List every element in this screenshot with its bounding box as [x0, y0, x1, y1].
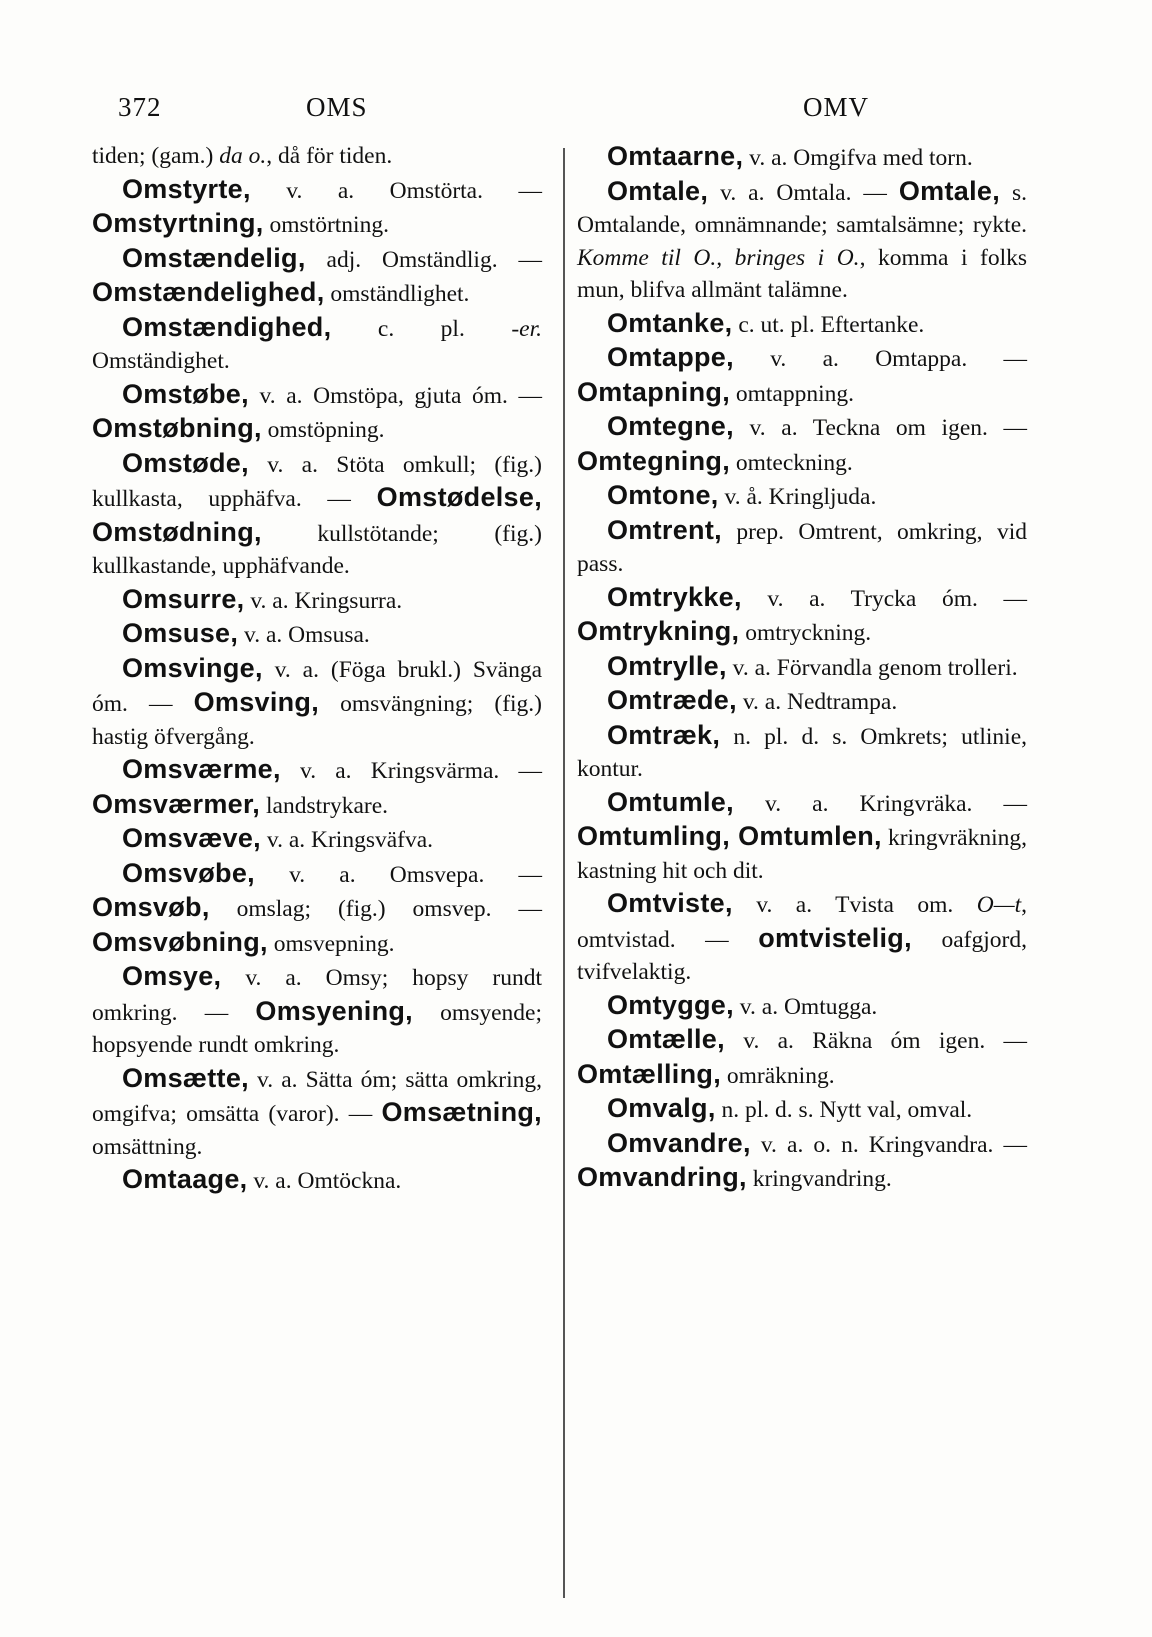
dictionary-entry — [92, 1163, 542, 1198]
definition-text: omtappning. — [730, 380, 855, 407]
dictionary-entry — [92, 311, 542, 378]
dictionary-entry — [92, 447, 542, 583]
definition-text: v. a. (Föga brukl.) Svänga óm. — — [92, 656, 542, 717]
headword: Omtanke, — [607, 307, 733, 338]
definition-text: v. a. Omstörta. — — [250, 177, 542, 204]
headword: Omvandre, — [607, 1127, 751, 1158]
headword: Omstændelig, — [122, 242, 306, 273]
definition-text: v. a. Omtugga. — [733, 993, 878, 1020]
headword: Omtælling, — [577, 1058, 721, 1089]
dictionary-entry — [92, 617, 542, 652]
headword: Omsætning, — [381, 1097, 542, 1127]
headword: Omsyening, — [255, 995, 413, 1026]
headword: Omsværme, — [122, 754, 281, 784]
definition-text: omteckning. — [730, 449, 853, 476]
definition-text: v. å. Kringljuda. — [718, 484, 877, 510]
definition-text: omstöpning. — [261, 417, 385, 443]
definition-text: omtryckning. — [739, 620, 872, 646]
dictionary-entry — [577, 479, 1027, 514]
dictionary-entry — [577, 1127, 1027, 1196]
headword: Omtumle, — [607, 786, 734, 817]
dictionary-entry — [92, 173, 542, 242]
headword: Omtygge, — [607, 989, 734, 1020]
dictionary-entry — [577, 410, 1027, 479]
headword: Omtale, — [898, 175, 1001, 206]
definition-text: oafgjord, tvifvelaktig. — [577, 926, 1027, 985]
right-column — [577, 140, 1027, 1196]
definition-text: c. ut. pl. Eftertanke. — [732, 311, 925, 338]
definition-text: v. a. Sätta óm; sätta omkring, omgifva; omsätta (varor). — — [92, 1066, 542, 1127]
dictionary-entry — [577, 650, 1027, 685]
headword: Omstændighed, — [122, 311, 332, 342]
definition-text: v. a. Stöta omkull; (fig.) kullkasta, upphäfva. — — [92, 451, 542, 512]
definition-text: omstörtning. — [263, 212, 389, 238]
headword: Omstændelighed, — [92, 277, 325, 307]
definition-text: v. a. Omsusa. — [238, 622, 370, 648]
headword: Omsye, — [122, 961, 222, 991]
dictionary-entry — [92, 652, 542, 754]
left-guide-word: OMS — [306, 92, 368, 122]
headword: Omstøde, — [122, 447, 249, 478]
definition-text: , omtvistad. — — [577, 892, 1027, 953]
headword: Omsvøb, — [92, 892, 210, 922]
definition-text: omräkning. — [721, 1062, 835, 1089]
dictionary-entry — [577, 341, 1027, 410]
dictionary-entry — [577, 581, 1027, 650]
headword: Omsving, — [193, 687, 320, 717]
definition-text: omsättning. — [92, 1133, 203, 1160]
dictionary-entry — [577, 786, 1027, 888]
dictionary-entry — [577, 514, 1027, 581]
definition-text: omsvängning; (fig.) hastig öfvergång. — [92, 691, 543, 750]
dictionary-entry — [92, 378, 542, 447]
headword: Omstyrtning, — [92, 208, 264, 238]
definition-text: v. a. Omsvepa. — — [254, 861, 542, 888]
definition-text: n. pl. d. s. Nytt val, omval. — [715, 1097, 973, 1123]
dictionary-entry — [92, 242, 542, 311]
column-divider — [563, 148, 565, 1598]
definition-text: v. a. Tvista om. — [732, 892, 977, 918]
definition-text: omsvepning. — [267, 930, 395, 957]
definition-text: v. a. Omtala. — — [708, 179, 899, 206]
headword: Omstyrte, — [122, 173, 251, 204]
definition-text: adj. Omständlig. — — [305, 246, 542, 273]
dictionary-entry — [577, 175, 1027, 307]
dictionary-entry — [92, 753, 542, 822]
headword: Omstødelse, Omstødning, — [92, 482, 542, 547]
headword: Omtappe, — [607, 342, 734, 372]
definition-text: v. a. Omstöpa, gjuta óm. — — [248, 382, 542, 409]
headword: Omvandring, — [577, 1162, 747, 1192]
dictionary-entry — [577, 989, 1027, 1024]
headword: Omsvinge, — [122, 652, 263, 683]
headword: Omtrykke, — [607, 581, 742, 612]
dictionary-entry — [92, 583, 542, 618]
headword: Omtræde, — [607, 685, 737, 715]
definition-text: omständlighet. — [324, 281, 470, 307]
headword: Omsurre, — [122, 583, 245, 614]
definition-text: Omständighet. — [92, 348, 230, 374]
definition-text: v. a. Förvandla genom trolleri. — [726, 654, 1018, 681]
headword: Omtælle, — [607, 1024, 725, 1054]
definition-text: omslag; (fig.) omsvep. — — [209, 896, 542, 922]
dictionary-entry — [92, 960, 542, 1062]
definition-text: prep. Omtrent, omkring, vid pass. — [577, 518, 1027, 577]
definition-text: v. a. Kringsurra. — [244, 587, 403, 614]
headword: Omtapning, — [577, 376, 730, 407]
definition-text: v. a. Kringvräka. — — [733, 790, 1027, 817]
definition-text: kringvandring. — [746, 1166, 892, 1192]
headword: Omstøbe, — [122, 378, 249, 409]
headword: Omtegning, — [577, 445, 730, 476]
headword: Omtegne, — [607, 411, 734, 441]
definition-text: c. pl. — [331, 315, 512, 342]
headword: Omtrent, — [607, 514, 722, 545]
headword: Omsværmer, — [92, 788, 261, 819]
dictionary-entry — [577, 887, 1027, 989]
definition-text: tiden; (gam.) — [92, 143, 220, 169]
headword: Omtrylle, — [607, 650, 727, 681]
definition-text: v. a. o. n. Kringvandra. — — [750, 1131, 1027, 1158]
definition-text: landstrykare. — [260, 792, 389, 819]
dictionary-entry — [92, 1062, 542, 1164]
definition-text: v. a. Omgifva med torn. — [743, 145, 973, 171]
dictionary-entry — [577, 719, 1027, 786]
definition-text: kullstötande; (fig.) kullkastande, upphäfvande. — [92, 520, 542, 579]
headword: Omsætte, — [122, 1062, 249, 1093]
italic-text: -er. — [511, 315, 542, 342]
definition-text: v. a. Trycka óm. — — [741, 585, 1027, 612]
headword: Omtviste, — [607, 888, 733, 918]
italic-text: O—t — [976, 892, 1022, 918]
definition-text: v. a. Teckna om igen. — — [733, 415, 1027, 441]
dictionary-entry — [577, 1023, 1027, 1092]
definition-text: s. Omtalande, omnämnande; samtalsämne; rykte. — [577, 179, 1027, 238]
definition-text: v. a. Räkna óm igen. — — [724, 1028, 1027, 1054]
headword: Omvalg, — [607, 1093, 716, 1123]
headword: Omtumling, Omtumlen, — [577, 821, 882, 851]
headword: Omtræk, — [607, 719, 721, 750]
definition-text: v. a. Omtöckna. — [247, 1168, 402, 1194]
dictionary-entry — [577, 1092, 1027, 1127]
headword: omtvistelig, — [758, 922, 912, 953]
definition-text: , komma i folks mun, blifva allmänt talämne. — [577, 244, 1027, 303]
definition-text: kringvräkning, kastning hit och dit. — [577, 825, 1027, 884]
page-header — [118, 92, 1068, 132]
dictionary-entry — [92, 822, 542, 857]
headword: Omsvøbe, — [122, 857, 255, 888]
headword: Omtale, — [607, 175, 709, 206]
definition-text: v. a. Kringsväfva. — [260, 827, 434, 853]
right-guide-word: OMV — [803, 92, 870, 122]
entry-continuation — [92, 140, 542, 173]
headword: Omsuse, — [122, 618, 239, 648]
headword: Omsvøbning, — [92, 926, 268, 957]
left-column — [92, 140, 542, 1198]
definition-text: n. pl. d. s. Omkrets; utlinie, kontur. — [577, 723, 1027, 782]
headword: Omtaage, — [122, 1164, 248, 1194]
definition-text: , då för tiden. — [266, 143, 393, 169]
definition-text: omsyende; hopsyende rundt omkring. — [92, 999, 542, 1058]
dictionary-entry — [577, 684, 1027, 719]
page-number: 372 — [118, 92, 162, 122]
definition-text: v. a. Nedtrampa. — [736, 689, 898, 715]
definition-text: v. a. Omsy; hopsy rundt omkring. — — [92, 965, 542, 1026]
italic-text: Komme til O., bringes i O. — [577, 244, 860, 271]
dictionary-entry — [92, 857, 542, 961]
headword: Omsvæve, — [122, 823, 261, 853]
headword: Omstøbning, — [92, 413, 262, 443]
dictionary-entry — [577, 140, 1027, 175]
dictionary-entry — [577, 307, 1027, 342]
headword: Omtaarne, — [607, 141, 744, 171]
italic-text: da o. — [219, 143, 267, 169]
headword: Omtrykning, — [577, 616, 740, 646]
definition-text: v. a. Kringsvärma. — — [280, 758, 542, 784]
headword: Omtone, — [607, 480, 719, 510]
definition-text: v. a. Omtappa. — — [733, 346, 1027, 372]
